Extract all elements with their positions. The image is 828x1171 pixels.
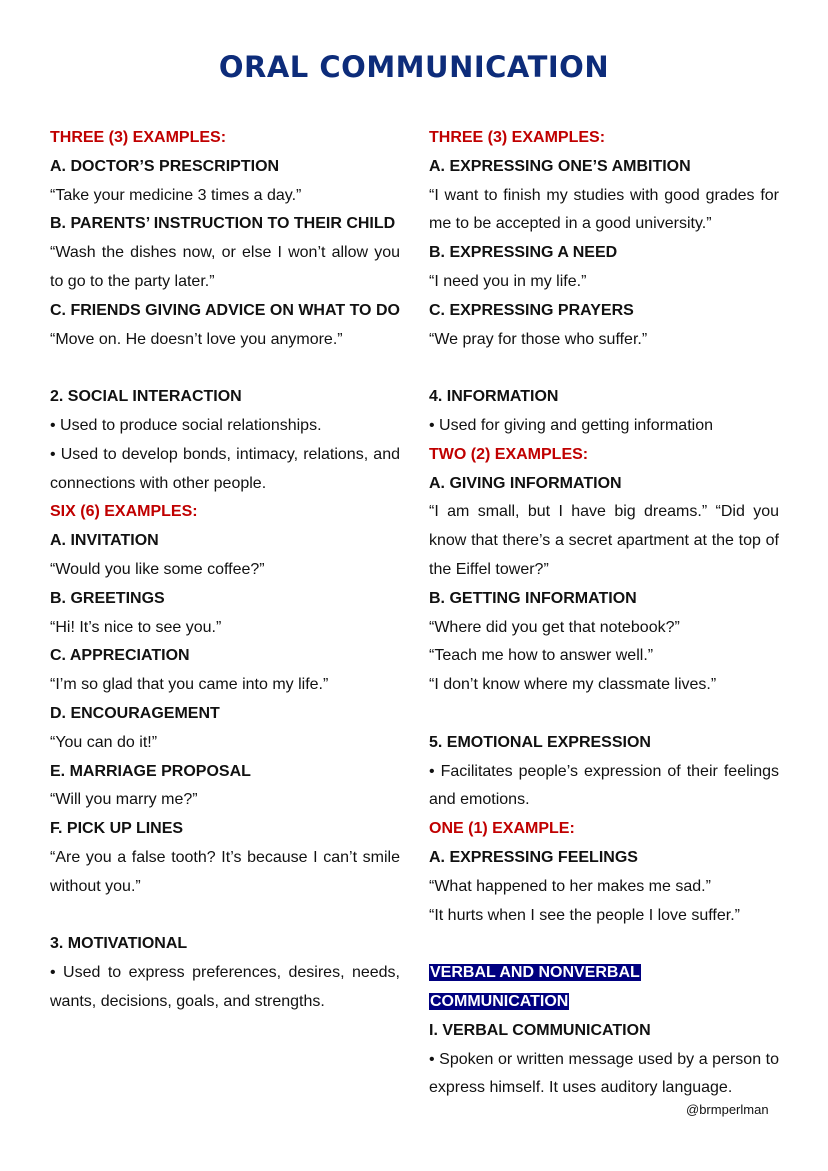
example-title: C. EXPRESSING PRAYERS (429, 301, 634, 319)
example-title: B. GETTING INFORMATION (429, 589, 637, 607)
example-title: B. EXPRESSING A NEED (429, 244, 618, 262)
examples-header: TWO (2) EXAMPLES: (429, 445, 589, 463)
bullet-point: • Used to develop bonds, intimacy, relations, and connections with other people. (50, 445, 400, 492)
author-credit: @brmperlman (686, 1102, 769, 1117)
bullet-point: • Used to express preferences, desires, needs, wants, decisions, goals, and strengths. (50, 964, 400, 1010)
example-title: A. EXPRESSING FEELINGS (429, 848, 638, 866)
section-heading: 3. MOTIVATIONAL (50, 935, 188, 953)
bullet-point: • Facilitates people’s expression of their feelings and emotions. (429, 762, 779, 809)
section-heading: 4. INFORMATION (429, 388, 559, 406)
example-quote: “I need you in my life.” (429, 272, 587, 290)
example-quote: “I am small, but I have big dreams.” “Did you know that there’s a secret apartment at the top of the Eiffel tower?” (429, 503, 779, 578)
example-quote: “Move on. He doesn’t love you anymore.” (50, 330, 343, 348)
example-title: C. FRIENDS GIVING ADVICE ON WHAT TO DO (50, 301, 400, 319)
example-title: A. EXPRESSING ONE’S AMBITION (429, 157, 691, 175)
bullet-point: • Used to produce social relationships. (50, 416, 322, 434)
example-quote: “Where did you get that notebook?” (429, 618, 680, 636)
example-quote: “I want to finish my studies with good grades for me to be accepted in a good university.” (429, 186, 779, 233)
example-quote: “It hurts when I see the people I love suffer.” (429, 906, 740, 924)
section-heading: I. VERBAL COMMUNICATION (429, 1021, 651, 1039)
example-title: C. APPRECIATION (50, 647, 190, 665)
examples-header: ONE (1) EXAMPLE: (429, 820, 575, 838)
bullet-point: • Used for giving and getting information (429, 416, 713, 434)
example-title: F. PICK UP LINES (50, 820, 184, 838)
example-quote: “Are you a false tooth? It’s because I can’t smile without you.” (50, 848, 400, 895)
example-quote: “I don’t know where my classmate lives.” (429, 676, 717, 694)
left-column (50, 124, 400, 1017)
page-title: ORAL COMMUNICATION (218, 50, 610, 84)
example-quote: “Wash the dishes now, or else I won’t allow you to go to the party later.” (50, 244, 400, 290)
examples-header: THREE (3) EXAMPLES: (50, 129, 227, 146)
example-title: A. INVITATION (50, 532, 159, 550)
example-title: D. ENCOURAGEMENT (50, 704, 220, 722)
examples-header: THREE (3) EXAMPLES: (429, 129, 606, 146)
example-quote: “What happened to her makes me sad.” (429, 877, 711, 895)
example-title: E. MARRIAGE PROPOSAL (50, 762, 251, 780)
example-quote: “We pray for those who suffer.” (429, 330, 648, 348)
right-column (429, 124, 779, 1103)
example-title: B. GREETINGS (50, 589, 165, 607)
example-quote: “Teach me how to answer well.” (429, 647, 654, 665)
example-quote: “Will you marry me?” (50, 791, 198, 809)
example-quote: “Would you like some coffee?” (50, 560, 265, 578)
examples-header: SIX (6) EXAMPLES: (50, 503, 198, 521)
highlighted-heading: VERBAL AND NONVERBAL (430, 964, 640, 982)
example-title: A. DOCTOR’S PRESCRIPTION (50, 157, 280, 175)
example-quote: “Hi! It’s nice to see you.” (50, 618, 222, 636)
section-heading: 5. EMOTIONAL EXPRESSION (429, 733, 651, 751)
bullet-point: • Spoken or written message used by a person to express himself. It uses auditory language. (429, 1050, 779, 1097)
example-quote: “You can do it!” (50, 733, 158, 751)
example-title: B. PARENTS’ INSTRUCTION TO THEIR CHILD (50, 215, 396, 233)
example-quote: “I’m so glad that you came into my life.” (50, 676, 329, 694)
section-heading: 2. SOCIAL INTERACTION (50, 388, 242, 406)
example-title: A. GIVING INFORMATION (429, 474, 622, 492)
example-quote: “Take your medicine 3 times a day.” (50, 186, 302, 204)
highlighted-heading: COMMUNICATION (430, 992, 569, 1010)
